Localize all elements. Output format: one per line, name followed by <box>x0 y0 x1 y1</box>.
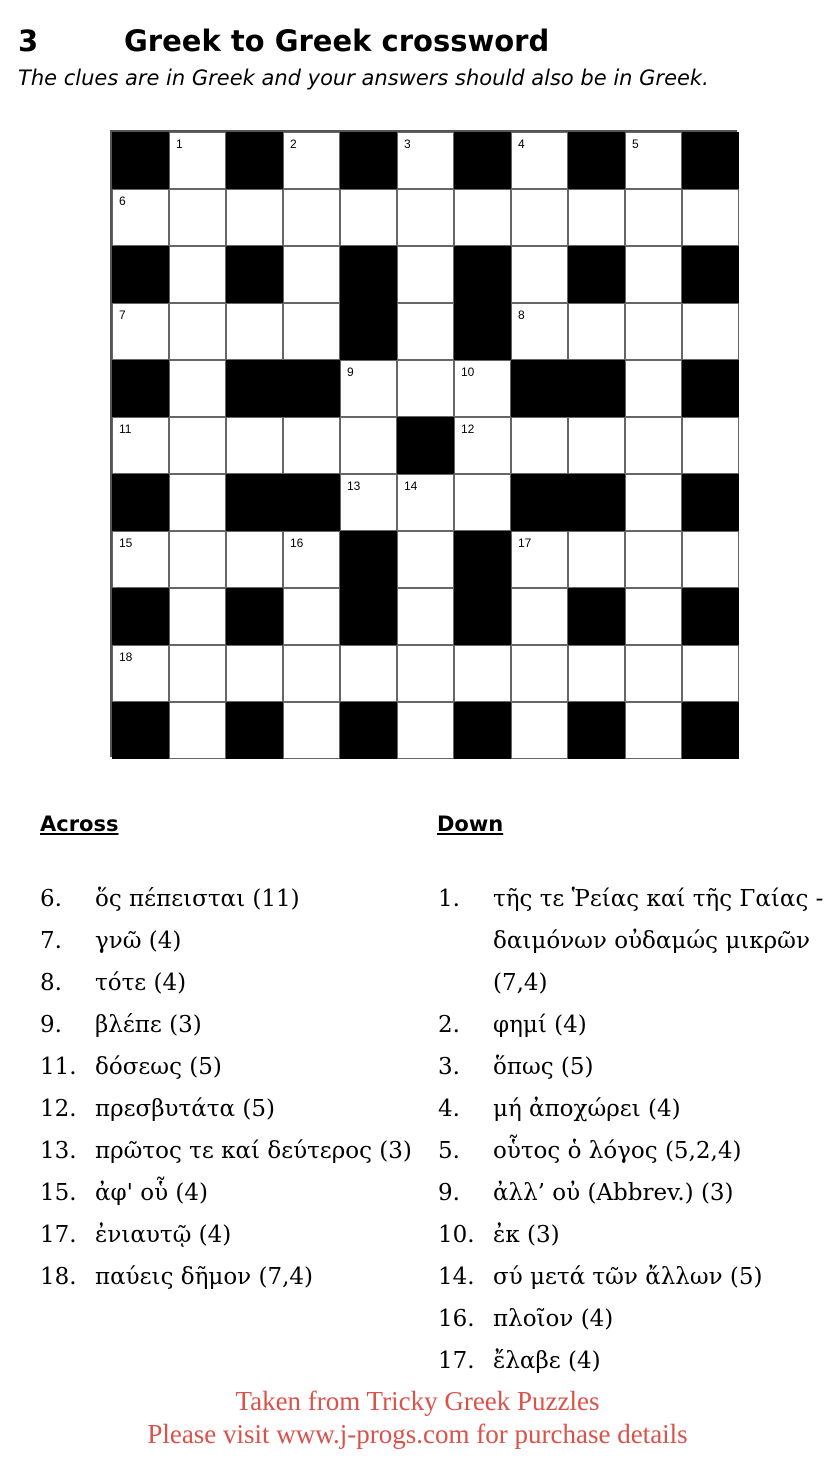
grid-cell[interactable] <box>682 645 739 702</box>
grid-cell[interactable] <box>169 246 226 303</box>
clue-number-label: 12 <box>461 422 475 436</box>
grid-cell-black <box>454 588 511 645</box>
grid-cell-black <box>340 588 397 645</box>
grid-cell[interactable] <box>568 531 625 588</box>
clue-number: 4. <box>438 1096 460 1122</box>
grid-cell-black <box>226 132 283 189</box>
clue-number-label: 16 <box>290 536 304 550</box>
grid-cell[interactable] <box>169 417 226 474</box>
grid-cell[interactable] <box>169 474 226 531</box>
grid-cell[interactable] <box>169 531 226 588</box>
clue-text: γνῶ (4) <box>95 928 182 954</box>
clue-number: 6. <box>40 886 62 912</box>
grid-cell[interactable] <box>682 189 739 246</box>
clue-number-label: 9 <box>347 365 354 379</box>
grid-cell[interactable] <box>283 702 340 759</box>
clue-number-label: 17 <box>518 536 532 550</box>
clue-number-label: 8 <box>518 308 525 322</box>
clue-text: παύεις δῆμον (7,4) <box>95 1264 313 1290</box>
grid-cell[interactable] <box>112 645 169 702</box>
grid-cell[interactable] <box>283 303 340 360</box>
grid-cell-black <box>511 360 568 417</box>
grid-cell-black <box>112 474 169 531</box>
grid-cell[interactable] <box>112 303 169 360</box>
grid-cell[interactable] <box>340 417 397 474</box>
grid-cell-black <box>226 360 283 417</box>
grid-cell-black <box>340 303 397 360</box>
grid-cell[interactable] <box>169 132 226 189</box>
grid-cell-black <box>568 702 625 759</box>
grid-cell[interactable] <box>682 303 739 360</box>
grid-cell[interactable] <box>283 588 340 645</box>
clue-number: 12. <box>40 1096 77 1122</box>
grid-cell-black <box>397 417 454 474</box>
clue-number-label: 10 <box>461 365 475 379</box>
grid-cell-black <box>340 702 397 759</box>
grid-cell[interactable] <box>169 588 226 645</box>
grid-cell[interactable] <box>169 360 226 417</box>
grid-cell[interactable] <box>112 531 169 588</box>
clue-number-label: 4 <box>518 137 525 151</box>
grid-cell[interactable] <box>283 417 340 474</box>
grid-cell[interactable] <box>397 702 454 759</box>
grid-cell-black <box>454 531 511 588</box>
clue-number-label: 15 <box>119 536 133 550</box>
grid-cell[interactable] <box>397 189 454 246</box>
clue-number-label: 13 <box>347 479 361 493</box>
grid-cell[interactable] <box>226 417 283 474</box>
grid-cell[interactable] <box>169 645 226 702</box>
grid-cell[interactable] <box>568 303 625 360</box>
grid-cell-black <box>340 246 397 303</box>
clue-text: δόσεως (5) <box>95 1054 222 1080</box>
grid-cell-black <box>568 474 625 531</box>
clue-text: ἐκ (3) <box>493 1222 560 1248</box>
clue-text: (7,4) <box>493 970 548 996</box>
across-heading: Across <box>40 812 119 836</box>
clue-number-label: 7 <box>119 308 126 322</box>
clue-number: 1. <box>438 886 460 912</box>
clue-number: 17. <box>40 1222 77 1248</box>
grid-cell[interactable] <box>568 417 625 474</box>
grid-cell[interactable] <box>397 645 454 702</box>
grid-cell[interactable] <box>454 360 511 417</box>
grid-cell[interactable] <box>511 417 568 474</box>
grid-cell-black <box>283 474 340 531</box>
clue-number: 10. <box>438 1222 475 1248</box>
grid-cell[interactable] <box>397 360 454 417</box>
grid-cell[interactable] <box>511 702 568 759</box>
clue-number: 2. <box>438 1012 460 1038</box>
grid-cell[interactable] <box>511 246 568 303</box>
grid-cell[interactable] <box>397 132 454 189</box>
grid-cell[interactable] <box>625 417 682 474</box>
grid-cell[interactable] <box>283 132 340 189</box>
clue-number: 3. <box>438 1054 460 1080</box>
page-title: Greek to Greek crossword <box>124 24 550 58</box>
clue-number-label: 18 <box>119 650 133 664</box>
grid-cell[interactable] <box>454 189 511 246</box>
grid-cell[interactable] <box>112 189 169 246</box>
grid-cell[interactable] <box>169 702 226 759</box>
clue-number: 11. <box>40 1054 77 1080</box>
down-heading: Down <box>437 812 504 836</box>
grid-cell[interactable] <box>283 246 340 303</box>
grid-cell-black <box>568 588 625 645</box>
grid-cell[interactable] <box>397 303 454 360</box>
clue-number: 5. <box>438 1138 460 1164</box>
grid-cell[interactable] <box>112 417 169 474</box>
grid-cell-black <box>682 132 739 189</box>
grid-cell[interactable] <box>625 303 682 360</box>
grid-cell[interactable] <box>397 588 454 645</box>
grid-cell[interactable] <box>568 645 625 702</box>
clue-text: σύ μετά τῶν ἄλλων (5) <box>493 1264 763 1290</box>
grid-cell[interactable] <box>226 531 283 588</box>
grid-cell[interactable] <box>454 645 511 702</box>
grid-cell[interactable] <box>340 189 397 246</box>
clue-number-label: 5 <box>632 137 639 151</box>
grid-cell-black <box>454 702 511 759</box>
grid-cell-black <box>226 588 283 645</box>
grid-cell-black <box>226 702 283 759</box>
grid-cell[interactable] <box>340 474 397 531</box>
grid-cell[interactable] <box>511 132 568 189</box>
clue-number-label: 14 <box>404 479 418 493</box>
grid-cell[interactable] <box>169 189 226 246</box>
grid-cell[interactable] <box>625 531 682 588</box>
grid-cell[interactable] <box>682 417 739 474</box>
grid-cell-black <box>682 588 739 645</box>
grid-cell[interactable] <box>283 531 340 588</box>
clue-text: πλοῖον (4) <box>493 1306 614 1332</box>
grid-cell-black <box>112 702 169 759</box>
grid-cell[interactable] <box>226 303 283 360</box>
grid-cell-black <box>283 360 340 417</box>
grid-cell-black <box>112 132 169 189</box>
clue-number: 7. <box>40 928 62 954</box>
grid-cell[interactable] <box>511 588 568 645</box>
clue-number: 16. <box>438 1306 475 1332</box>
footer-credit-line: Taken from Tricky Greek Puzzles <box>235 1386 600 1416</box>
grid-cell[interactable] <box>226 645 283 702</box>
grid-cell-black <box>682 360 739 417</box>
clue-text: πρῶτος τε καί δεύτερος (3) <box>95 1138 412 1164</box>
grid-cell[interactable] <box>283 645 340 702</box>
grid-cell[interactable] <box>226 189 283 246</box>
clue-number: 9. <box>438 1180 460 1206</box>
grid-cell-black <box>112 246 169 303</box>
grid-cell-black <box>568 246 625 303</box>
grid-cell[interactable] <box>511 645 568 702</box>
grid-cell-black <box>568 132 625 189</box>
clue-text: τῆς τε Ῥείας καί τῆς Γαίας - <box>493 886 824 912</box>
clue-number: 9. <box>40 1012 62 1038</box>
grid-cell[interactable] <box>397 531 454 588</box>
grid-cell-black <box>226 474 283 531</box>
grid-cell-black <box>112 588 169 645</box>
footer-purchase-line: Please visit www.j-progs.com for purchase details <box>147 1419 688 1449</box>
clue-text: μή ἀποχώρει (4) <box>493 1096 681 1122</box>
clue-text: πρεσβυτάτα (5) <box>95 1096 275 1122</box>
clue-text: οὗτος ὁ λόγος (5,2,4) <box>493 1138 742 1164</box>
grid-cell-black <box>682 702 739 759</box>
grid-cell-black <box>682 246 739 303</box>
grid-cell-black <box>454 303 511 360</box>
grid-cell[interactable] <box>454 474 511 531</box>
clue-number: 14. <box>438 1264 475 1290</box>
clue-number-label: 11 <box>119 422 132 436</box>
clue-text: δαιμόνων οὐδαμώς μικρῶν <box>493 928 810 954</box>
grid-cell-black <box>226 246 283 303</box>
clue-number: 13. <box>40 1138 77 1164</box>
grid-cell[interactable] <box>568 189 625 246</box>
clue-number-label: 1 <box>176 137 183 151</box>
grid-cell[interactable] <box>682 531 739 588</box>
grid-cell-black <box>568 360 625 417</box>
grid-cell-black <box>454 132 511 189</box>
grid-cell[interactable] <box>511 303 568 360</box>
clue-text: βλέπε (3) <box>95 1012 202 1038</box>
clue-number-label: 6 <box>119 194 126 208</box>
grid-cell[interactable] <box>625 189 682 246</box>
grid-cell-black <box>112 360 169 417</box>
grid-cell[interactable] <box>511 189 568 246</box>
clue-number: 17. <box>438 1348 475 1374</box>
grid-cell[interactable] <box>625 588 682 645</box>
grid-cell[interactable] <box>340 645 397 702</box>
clue-text: ἀφ' οὗ (4) <box>95 1180 208 1206</box>
clue-text: ἐνιαυτῷ (4) <box>95 1222 232 1248</box>
grid-cell-black <box>511 474 568 531</box>
crossword-grid <box>110 130 737 757</box>
grid-cell[interactable] <box>397 246 454 303</box>
grid-cell[interactable] <box>340 360 397 417</box>
grid-cell[interactable] <box>283 189 340 246</box>
grid-cell[interactable] <box>625 645 682 702</box>
grid-cell[interactable] <box>169 303 226 360</box>
grid-cell-black <box>682 474 739 531</box>
clue-text: τότε (4) <box>95 970 187 996</box>
grid-cell[interactable] <box>625 702 682 759</box>
grid-cell[interactable] <box>397 474 454 531</box>
clue-text: ὅπως (5) <box>493 1054 594 1080</box>
clue-number: 15. <box>40 1180 77 1206</box>
clue-text: ὅς πέπεισται (11) <box>95 886 300 912</box>
clue-number: 8. <box>40 970 62 996</box>
grid-cell[interactable] <box>625 246 682 303</box>
clue-text: ἔλαβε (4) <box>493 1348 601 1374</box>
grid-cell-black <box>340 132 397 189</box>
clue-number: 18. <box>40 1264 77 1290</box>
grid-cell[interactable] <box>454 417 511 474</box>
clue-number-label: 3 <box>404 137 411 151</box>
grid-cell[interactable] <box>625 474 682 531</box>
grid-cell-black <box>340 531 397 588</box>
clue-number-label: 2 <box>290 137 297 151</box>
grid-cell-black <box>454 246 511 303</box>
page-subtitle: The clues are in Greek and your answers should also be in Greek. <box>18 66 709 90</box>
clue-text: φημί (4) <box>493 1012 587 1038</box>
grid-cell[interactable] <box>625 360 682 417</box>
puzzle-number: 3 <box>18 24 39 58</box>
grid-cell[interactable] <box>625 132 682 189</box>
grid-cell[interactable] <box>511 531 568 588</box>
clue-text: ἀλλ’ οὐ (Abbrev.) (3) <box>493 1180 734 1206</box>
